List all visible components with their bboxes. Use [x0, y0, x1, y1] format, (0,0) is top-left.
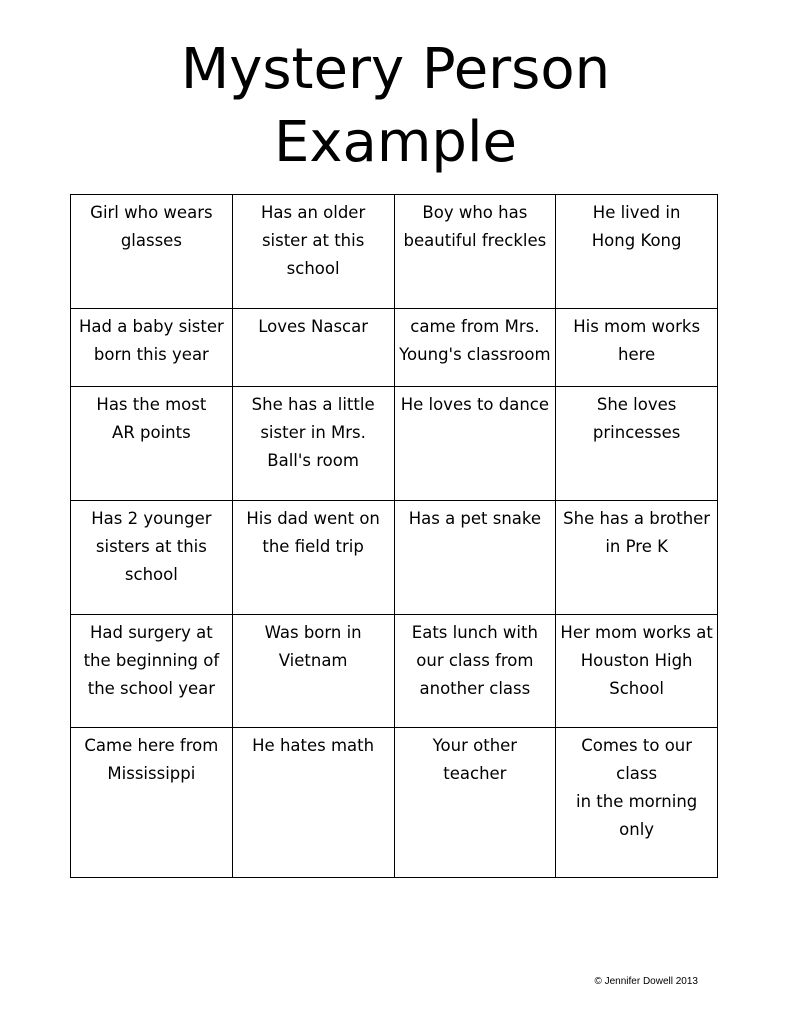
cell-text: She has a brother in Pre K — [563, 508, 711, 556]
grid-row — [71, 728, 718, 878]
cell-text: Eats lunch with our class from another class — [411, 622, 538, 698]
grid-cell — [232, 728, 394, 878]
grid-cell — [232, 386, 394, 500]
cell-text: Girl who wears glasses — [90, 203, 213, 250]
cell-text: Was born in Vietnam — [264, 622, 362, 670]
grid-cell — [71, 386, 233, 500]
cell-text: He loves to dance — [400, 394, 550, 414]
cell-text: Has a pet snake — [408, 508, 542, 528]
copyright-footer: © Jennifer Dowell 2013 — [594, 976, 698, 987]
grid-cell — [556, 386, 718, 500]
cell-text: Had surgery at the beginning of the school year — [83, 622, 220, 698]
cell-text: came from Mrs. Young's classroom — [399, 316, 551, 364]
grid-cell — [394, 195, 556, 309]
grid-cell — [232, 614, 394, 728]
cell-text: He hates math — [252, 736, 375, 756]
cell-text: His mom works here — [573, 316, 701, 364]
grid-cell — [394, 308, 556, 386]
grid-cell — [71, 500, 233, 614]
grid-cell — [394, 614, 556, 728]
grid-cell — [71, 728, 233, 878]
grid-cell — [232, 500, 394, 614]
cell-text: She loves princesses — [592, 394, 681, 442]
grid-row — [71, 386, 718, 500]
grid-cell — [71, 195, 233, 309]
grid-cell — [232, 195, 394, 309]
title-line-1: Mystery Person — [180, 37, 611, 102]
cell-text: Came here from Mississippi — [84, 736, 219, 784]
mystery-person-grid — [70, 194, 718, 878]
grid-cell — [556, 500, 718, 614]
grid-cell — [556, 195, 718, 309]
cell-text: Her mom works at Houston High School — [560, 622, 713, 698]
cell-text: Boy who has beautiful freckles — [403, 203, 547, 250]
grid-cell — [232, 308, 394, 386]
cell-text: She has a little sister in Mrs. Ball's room — [251, 394, 375, 470]
cell-text: Your other teacher — [432, 736, 518, 784]
grid-cell — [394, 386, 556, 500]
grid-cell — [71, 614, 233, 728]
cell-text: Loves Nascar — [258, 316, 369, 336]
grid-cell — [71, 308, 233, 386]
cell-text: Has an older sister at this school — [260, 203, 366, 278]
cell-text: Has 2 younger sisters at this school — [91, 508, 212, 584]
grid-cell — [394, 728, 556, 878]
cell-text: Had a baby sister born this year — [78, 316, 224, 364]
title-line-2: Example — [274, 110, 517, 175]
cell-text: Has the most AR points — [96, 394, 207, 442]
grid-row — [71, 308, 718, 386]
grid-row — [71, 195, 718, 309]
grid-cell — [556, 614, 718, 728]
cell-text: His dad went on the field trip — [246, 508, 380, 556]
grid-cell — [556, 308, 718, 386]
cell-text: He lived in Hong Kong — [591, 203, 682, 250]
grid-cell — [556, 728, 718, 878]
grid-row — [71, 614, 718, 728]
cell-text: Comes to our class in the morning only — [576, 736, 698, 840]
grid-row — [71, 500, 718, 614]
grid-cell — [394, 500, 556, 614]
